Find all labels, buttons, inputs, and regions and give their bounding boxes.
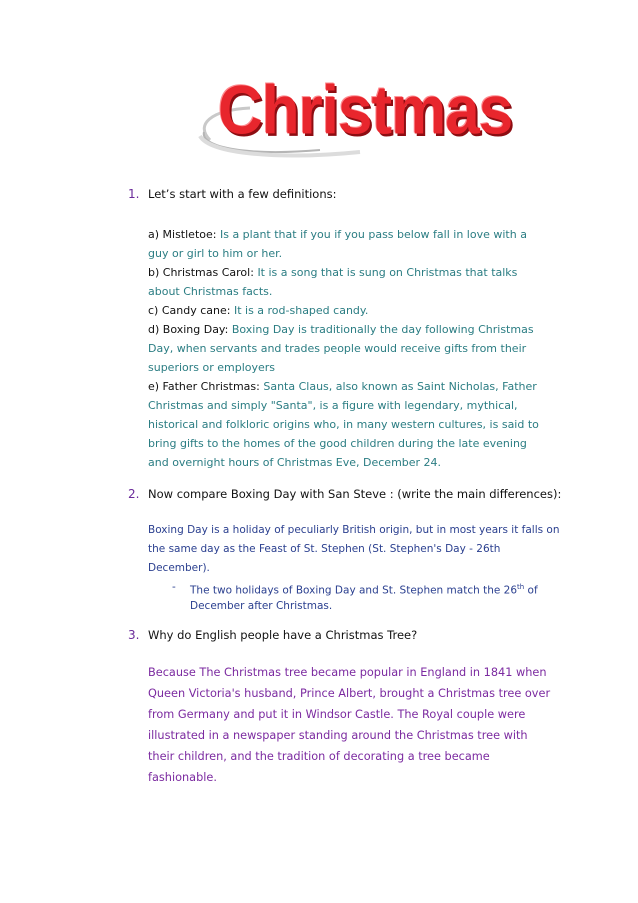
def-e-text: Santa Claus, also known as Saint Nicholas, Father: [263, 380, 537, 393]
q3-line5: their children, and the tradition of decorating a tree became: [148, 750, 490, 763]
q2-bullet-line2: December after Christmas.: [190, 600, 333, 612]
q2-text: Now compare Boxing Day with San Steve : (write the main differences):: [148, 487, 562, 501]
def-d-label: d) Boxing Day:: [148, 323, 229, 336]
q3-text: Why do English people have a Christmas Tree?: [148, 628, 418, 642]
def-b-line2: about Christmas facts.: [148, 285, 273, 298]
q2-bullet-text: The two holidays of Boxing Day and St. Stephen match the 26: [190, 584, 518, 597]
def-d-line3: superiors or employers: [148, 361, 276, 374]
def-a-label: a) Mistletoe:: [148, 228, 217, 241]
q3-line6: fashionable.: [148, 771, 217, 784]
q2-bullet: -: [172, 581, 176, 593]
def-d-line1: [148, 320, 534, 340]
title-wordart: [190, 70, 513, 160]
q3-line3: from Germany and put it in Windsor Castle. The Royal couple were: [148, 708, 526, 721]
def-d-text: Boxing Day is traditionally the day following Christmas: [231, 323, 534, 336]
def-d-line2: Day, when servants and trades people would receive gifts from their: [148, 342, 527, 355]
q3-number: 3.: [128, 628, 140, 642]
q2-line1: Boxing Day is a holiday of peculiarly British origin, but in most years it falls on: [148, 524, 560, 536]
def-e-line2: Christmas and simply "Santa", is a figure with legendary, mythical,: [148, 399, 518, 412]
q2-line2: the same day as the Feast of St. Stephen (St. Stephen's Day - 26th: [148, 543, 501, 555]
q3-line2: Queen Victoria's husband, Prince Albert, brought a Christmas tree over: [148, 687, 551, 700]
def-a-line1: [148, 225, 527, 245]
q1-text: Let’s start with a few definitions:: [148, 187, 337, 201]
def-b-label: b) Christmas Carol:: [148, 266, 254, 279]
q2-bullet-sup: th: [517, 583, 525, 591]
q1-number: 1.: [128, 187, 140, 201]
def-e-label: e) Father Christmas:: [148, 380, 260, 393]
def-e-line4: bring gifts to the homes of the good children during the late evening: [148, 437, 527, 450]
def-a-line2: guy or girl to him or her.: [148, 247, 283, 260]
q2-bullet-text-end: of: [524, 584, 538, 597]
def-e-line5: and overnight hours of Christmas Eve, December 24.: [148, 456, 442, 469]
page-title: Christmas: [218, 73, 513, 149]
def-b-text: It is a song that is sung on Christmas that talks: [257, 266, 518, 279]
q2-line3: December).: [148, 562, 210, 574]
def-a-text: Is a plant that if you if you pass below fall in love with a: [219, 228, 527, 241]
q3-line4: illustrated in a newspaper standing around the Christmas tree with: [148, 729, 528, 742]
q3-line1: Because The Christmas tree became popular in England in 1841 when: [148, 666, 547, 679]
def-b-line1: [148, 263, 517, 283]
def-c-label: c) Candy cane:: [148, 304, 231, 317]
def-e-line1: [148, 377, 537, 397]
def-c-line1: [148, 301, 368, 321]
def-c-text: It is a rod-shaped candy.: [233, 304, 369, 317]
q2-number: 2.: [128, 487, 140, 501]
def-e-line3: historical and folkloric origins who, in many western cultures, is said to: [148, 418, 539, 431]
